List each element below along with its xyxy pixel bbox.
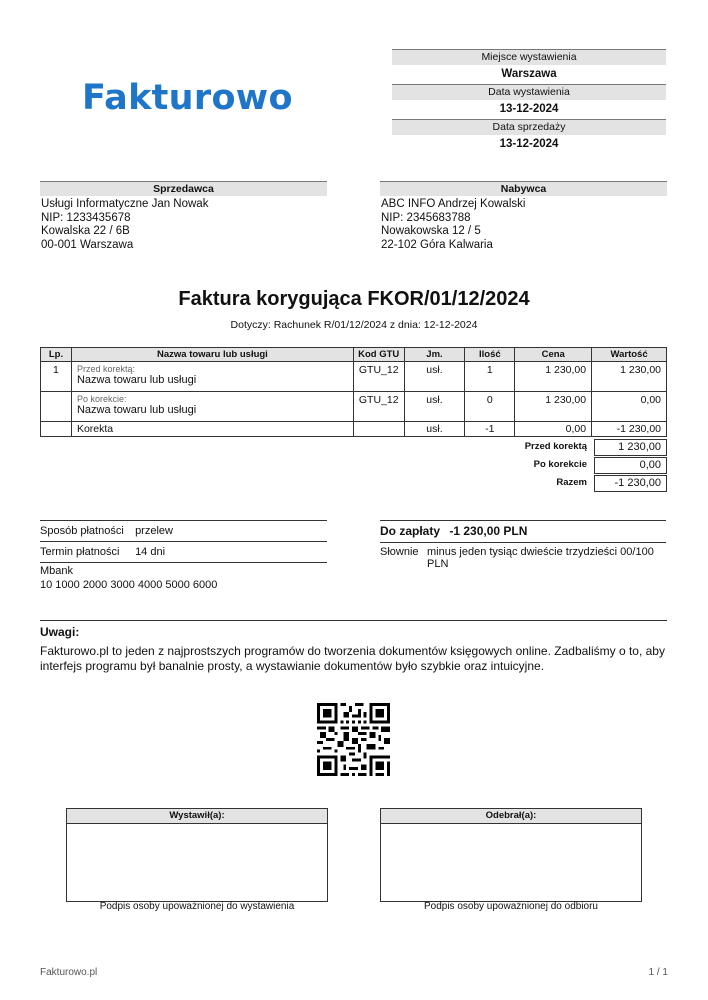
sum-after-label: Po korekcie xyxy=(533,459,587,470)
amount-words-value: minus jeden tysiąc dwieście trzydzieści 00/100 PLN xyxy=(427,546,654,570)
page-number: 1 / 1 xyxy=(648,967,668,978)
after-label: Po korekcie: xyxy=(76,394,127,404)
before-label: Przed korektą: xyxy=(76,364,135,374)
sum-row-after xyxy=(40,457,667,475)
receiver-heading: Odebrał(a): xyxy=(381,809,641,824)
receiver-caption: Podpis osoby upoważnionej do odbioru xyxy=(423,901,598,912)
col-header-price: Cena xyxy=(515,348,592,362)
payment-term-row xyxy=(40,541,327,562)
cell-lp xyxy=(41,392,72,422)
buyer-line: Nowakowska 12 / 5 xyxy=(381,225,481,237)
notes-heading: Uwagi: xyxy=(40,625,80,639)
payment-method-value: przelew xyxy=(135,525,173,537)
payment-block xyxy=(40,520,327,592)
buyer-heading: Nabywca xyxy=(380,181,667,196)
issuer-caption: Podpis osoby upoważnionej do wystawienia xyxy=(99,901,295,912)
cell-unit: usł. xyxy=(404,422,465,437)
cell-qty: -1 xyxy=(465,422,515,437)
amount-due-row xyxy=(380,520,666,543)
totals-block xyxy=(40,439,667,493)
buyer-line: NIP: 2345683788 xyxy=(381,211,471,224)
issuer-signature-box xyxy=(66,808,328,902)
cell-gtu: GTU_12 xyxy=(353,362,404,392)
col-header-qty: Ilość xyxy=(465,348,515,362)
sum-row-total xyxy=(40,475,667,493)
sum-after-value: 0,00 xyxy=(594,457,667,474)
payment-method-row xyxy=(40,520,327,541)
sale-date-value: 13-12-2024 xyxy=(499,138,559,150)
table-row xyxy=(41,362,667,392)
cell-gtu: GTU_12 xyxy=(353,392,404,422)
cell-unit: usł. xyxy=(404,362,465,392)
sale-date-label: Data sprzedaży xyxy=(392,119,666,135)
bank-block xyxy=(40,562,327,592)
bank-account: 10 1000 2000 3000 4000 5000 6000 xyxy=(40,578,218,591)
buyer-line: ABC INFO Andrzej Kowalski xyxy=(381,198,526,210)
seller-block xyxy=(40,181,327,252)
amount-due-value: -1 230,00 PLN xyxy=(449,524,528,538)
col-header-unit: Jm. xyxy=(404,348,465,362)
cell-unit: usł. xyxy=(404,392,465,422)
issue-date-value: 13-12-2024 xyxy=(499,103,559,115)
col-header-name: Nazwa towaru lub usługi xyxy=(71,348,353,362)
sum-total-value: -1 230,00 xyxy=(594,475,667,492)
footer-left: Fakturowo.pl xyxy=(40,967,98,978)
cell-lp xyxy=(41,422,72,437)
place-label: Miejsce wystawienia xyxy=(392,49,666,65)
seller-line: NIP: 1233435678 xyxy=(41,211,131,224)
cell-price: 0,00 xyxy=(515,422,592,437)
amount-words-row xyxy=(380,546,666,570)
buyer-block xyxy=(380,181,667,252)
payment-method-label: Sposób płatności xyxy=(40,525,124,537)
document-subtitle: Dotyczy: Rachunek R/01/12/2024 z dnia: 12-12-2024 xyxy=(230,319,478,331)
buyer-line: 22-102 Góra Kalwaria xyxy=(381,238,493,251)
col-header-lp: Lp. xyxy=(41,348,72,362)
amount-due-block xyxy=(380,520,666,570)
table-row-correction xyxy=(41,422,667,437)
cell-name-after xyxy=(71,392,353,422)
place-value: Warszawa xyxy=(501,68,557,80)
company-logo: Fakturowo xyxy=(82,78,293,118)
seller-heading: Sprzedawca xyxy=(40,181,327,196)
qr-code-icon xyxy=(317,703,390,776)
payment-term-value: 14 dni xyxy=(135,546,166,558)
cell-value: -1 230,00 xyxy=(592,422,667,437)
cell-value: 0,00 xyxy=(592,392,667,422)
sum-row-before xyxy=(40,439,667,457)
amount-due-label: Do zapłaty xyxy=(380,524,441,538)
notes-text: Fakturowo.pl to jeden z najprostszych programów do tworzenia dokumentów księgowych online. Zadbaliśmy o to, aby interfejs programu był banalnie prosty, a wystawianie dokumentów było szybkie oraz intuicyjne. xyxy=(40,644,665,673)
table-header-row xyxy=(41,348,667,362)
cell-qty: 0 xyxy=(465,392,515,422)
cell-value: 1 230,00 xyxy=(592,362,667,392)
sum-before-value: 1 230,00 xyxy=(594,439,667,456)
before-item-name: Nazwa towaru lub usługi xyxy=(76,374,197,386)
seller-line: 00-001 Warszawa xyxy=(41,238,134,251)
sum-total-label: Razem xyxy=(556,477,587,488)
cell-lp: 1 xyxy=(41,362,72,392)
invoice-meta xyxy=(392,49,666,154)
receiver-signature-box xyxy=(380,808,642,902)
notes-divider xyxy=(40,620,667,621)
seller-line: Usługi Informatyczne Jan Nowak xyxy=(41,198,209,210)
col-header-value: Wartość xyxy=(592,348,667,362)
payment-term-label: Termin płatności xyxy=(40,546,120,558)
amount-words-label: Słownie xyxy=(380,546,419,558)
cell-qty: 1 xyxy=(465,362,515,392)
cell-price: 1 230,00 xyxy=(515,392,592,422)
cell-name: Korekta xyxy=(71,422,353,437)
table-row xyxy=(41,392,667,422)
issue-date-label: Data wystawienia xyxy=(392,84,666,100)
items-table xyxy=(40,347,667,437)
col-header-gtu: Kod GTU xyxy=(353,348,404,362)
cell-name-before xyxy=(71,362,353,392)
seller-line: Kowalska 22 / 6B xyxy=(41,225,130,237)
bank-name: Mbank xyxy=(40,565,74,577)
cell-price: 1 230,00 xyxy=(515,362,592,392)
document-title: Faktura korygująca FKOR/01/12/2024 xyxy=(178,288,530,310)
cell-gtu xyxy=(353,422,404,437)
sum-before-label: Przed korektą xyxy=(524,441,587,452)
issuer-heading: Wystawił(a): xyxy=(67,809,327,824)
after-item-name: Nazwa towaru lub usługi xyxy=(76,404,197,416)
